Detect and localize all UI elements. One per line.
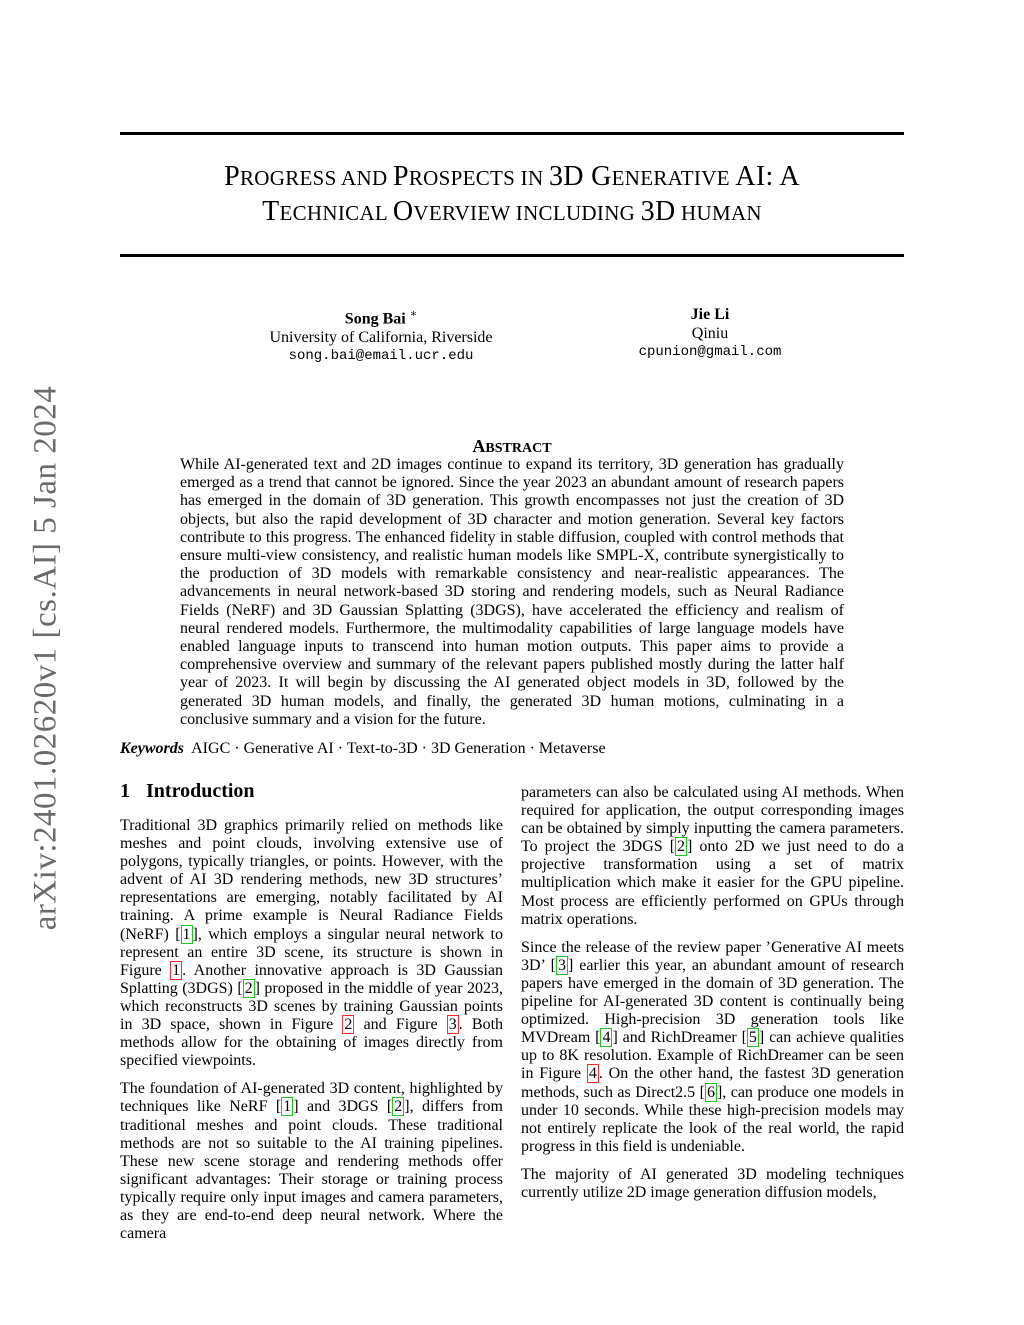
abstract-heading: ABSTRACT	[472, 436, 552, 456]
text-run: . On the other hand, the fastest 3D generation methods, such as Direct2.5 [	[521, 1065, 904, 1101]
author-footnote-mark: ∗	[409, 308, 418, 320]
paper-title	[120, 160, 904, 230]
title-segment: ROGRESS AND	[240, 166, 393, 190]
paragraph	[120, 1080, 503, 1243]
citation-link[interactable]: 2	[244, 979, 253, 997]
title-segment: O	[392, 196, 414, 227]
text-run: ], differs from traditional meshes and point clouds. These traditional methods are not so suitable to the AI training pipelines. These new scene storage and rendering methods offer significant advantages: Their storage or training process typically require only input images and camera parameters, as they are end-to-end deep neural network. Where the camera	[120, 1098, 504, 1243]
title-bottom-rule	[120, 254, 904, 257]
title-line-2	[120, 195, 904, 230]
text-run: and Figure	[354, 1016, 447, 1034]
text-run: ] earlier this year, an abundant amount of research papers have emerged in the domain of 3D generation. The pipeline for AI-generated 3D content is continually being optimized. High-precision 3D generation tools like MVDream [	[521, 956, 905, 1047]
text-run: The foundation of AI-generated 3D content, highlighted by techniques like NeRF [	[120, 1080, 503, 1116]
author-email[interactable]: song.bai@email.ucr.edu	[288, 348, 474, 365]
paragraph	[120, 817, 503, 1070]
citation-link[interactable]: 2	[394, 1098, 403, 1116]
citation-link[interactable]: 5	[748, 1029, 757, 1047]
title-segment: ECHNICAL	[279, 201, 393, 225]
citation-link[interactable]: 1	[283, 1098, 292, 1116]
text-run: . Both methods allow for the obtaining of images directly from specified viewpoints.	[120, 1016, 504, 1070]
author-name: Song Bai	[344, 310, 406, 328]
text-run: ] can achieve qualities up to 8K resolution. Example of RichDreamer can be seen in Figure	[521, 1029, 905, 1083]
author-affiliation: Qiniu	[691, 325, 729, 342]
text-run: ] proposed in the middle of year 2023, which reconstructs 3D scenes by training Gaussian points in 3D space, shown in Figure	[120, 979, 503, 1034]
text-run: The majority of AI generated 3D modeling techniques currently utilize 2D image generation diffusion models,	[521, 1165, 904, 1201]
left-text-column	[120, 817, 503, 1253]
right-text-column	[521, 784, 904, 1212]
text-run: ], can produce one models in under 10 seconds. While these high-precision models may not entirely replicate the look of the real world, the rapid progress in this field is undeniable.	[521, 1083, 904, 1155]
title-segment: P	[224, 161, 240, 192]
arxiv-identifier: arXiv:2401.02620v1 [cs.AI] 5 Jan 2024	[27, 385, 64, 931]
citation-link[interactable]: 2	[677, 838, 686, 856]
title-segment: 3D G	[548, 161, 612, 192]
title-line-1	[120, 160, 904, 195]
text-run: Traditional 3D graphics primarily relied on methods like meshes and point clouds, involving extensive use of polygons, typically triangles, or points. However, with the advent of AI 3D rendering methods, new 3D structures’ representations are emerging, notably facilitated by AI training. A prime example is Neural Radiance Fields (NeRF) [	[120, 817, 503, 943]
title-segment: ENERATIVE	[611, 166, 736, 190]
text-run: . Another innovative approach is 3D Gaussian Splatting (3DGS) [	[120, 961, 503, 997]
text-run: ] and 3DGS [	[293, 1098, 393, 1116]
paragraph	[521, 784, 904, 929]
section-heading-introduction	[120, 780, 255, 803]
title-segment: AI: A	[735, 161, 800, 192]
paragraph	[521, 939, 904, 1156]
abstract-body: While AI-generated text and 2D images continue to expand its territory, 3D generation has gradually emerged as a trend that cannot be ignored. Since the year 2023 an abundant amount of research papers has emerged in the domain of 3D generation. This growth encompasses not just the creation of 3D objects, but also the rapid development of 3D character and motion generation. Several key factors contribute to this progress. The enhanced fidelity in stable diffusion, coupled with control methods that ensure multi-view consistency, and realistic human models like SMPL-X, contribute synergistically to the production of 3D models with remarkable consistency and near-realistic appearances. The advancements in neural network-based 3D storing and rendering models, such as Neural Radiance Fields (NeRF) and 3D Gaussian Splatting (3DGS), have accelerated the efficiency and realism of neural rendered models. Furthermore, the multimodality capabilities of large language models have enabled language inputs to transcend into human motion outputs. This paper aims to provide a comprehensive overview and summary of the relevant papers published mostly during the latter half year of 2023. It will begin by discussing the AI generated object models in 3D, followed by the generated 3D human models, and finally, the generated 3D human motions, culminating in a conclusive summary and a vision for the future.	[180, 456, 844, 728]
author-affiliation: University of California, Riverside	[269, 329, 493, 347]
author-block-1	[226, 305, 536, 366]
keywords-list: AIGC · Generative AI · Text-to-3D · 3D Generation · Metaverse	[191, 740, 606, 757]
figure-reference-link[interactable]: 1	[172, 961, 181, 979]
citation-link[interactable]: 1	[182, 925, 191, 943]
paragraph	[521, 1166, 904, 1202]
keywords-label: Keywords	[120, 740, 184, 757]
citation-link[interactable]: 4	[602, 1029, 611, 1047]
text-run: parameters can also be calculated using AI methods. When required for application, the output corresponding images can be obtained by simply inputting the camera parameters. To project the 3DGS [	[521, 784, 904, 856]
citation-link[interactable]: 6	[706, 1083, 715, 1101]
title-segment: 3D	[640, 196, 676, 227]
text-run: ] and RichDreamer [	[612, 1029, 747, 1047]
section-title: Introduction	[146, 780, 255, 802]
author-block-2	[560, 305, 860, 362]
title-top-rule	[120, 132, 904, 135]
title-segment: T	[262, 196, 280, 227]
author-name: Jie Li	[690, 306, 730, 323]
keywords-line	[120, 740, 606, 758]
figure-reference-link[interactable]: 3	[448, 1016, 457, 1034]
author-email[interactable]: cpunion@gmail.com	[638, 344, 782, 360]
figure-reference-link[interactable]: 2	[344, 1016, 353, 1034]
citation-link[interactable]: 3	[557, 956, 566, 974]
title-segment: P	[392, 161, 409, 192]
arxiv-sidebar	[21, 378, 71, 938]
text-run: ], which employs a singular neural network to represent an entire 3D scene, its structure is shown in Figure	[120, 925, 503, 979]
text-run: ] onto 2D we just need to do a projective transformation using a set of matrix multiplication which make it easier for the GPU pipeline. Most process are efficiently performed on GPUs through matrix operations.	[521, 838, 904, 928]
title-segment: HUMAN	[675, 201, 762, 225]
figure-reference-link[interactable]: 4	[588, 1065, 597, 1083]
title-segment: VERVIEW INCLUDING	[413, 201, 641, 225]
section-number: 1	[120, 780, 130, 802]
title-segment: ROSPECTS IN	[408, 166, 549, 190]
text-run: Since the release of the review paper ’Generative AI meets 3D’ [	[521, 938, 904, 974]
